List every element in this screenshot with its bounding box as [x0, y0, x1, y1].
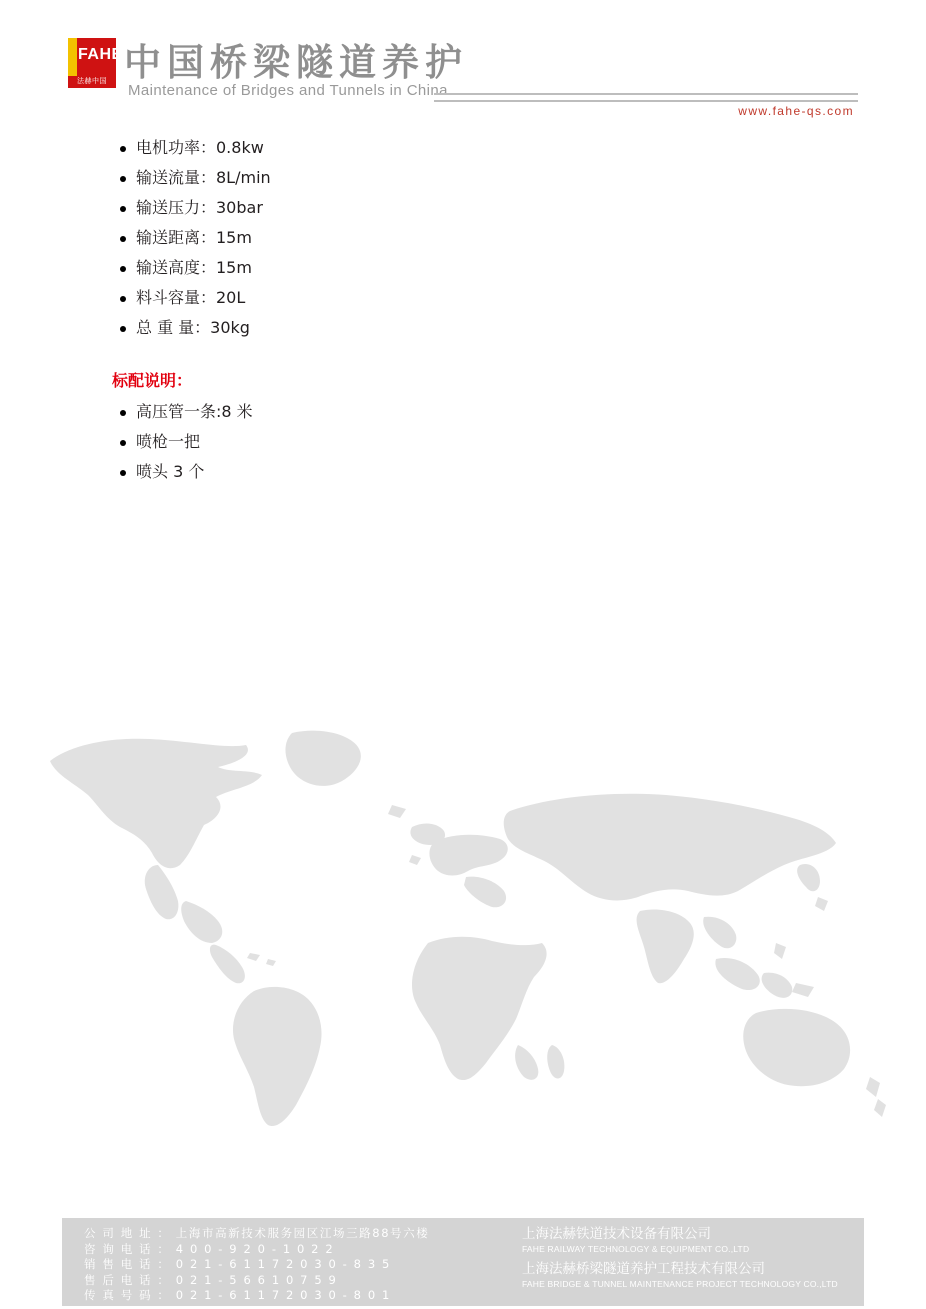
footer-service-phone: 售 后 电 话 ： 0 2 1 - 5 6 6 1 0 7 5 9 [84, 1272, 338, 1287]
footer-company-1-en: FAHE RAILWAY TECHNOLOGY & EQUIPMENT CO.,LTD [522, 1244, 750, 1254]
logo-yellow-bar [68, 38, 77, 76]
footer-sales-phone: 销 售 电 话 ： 0 2 1 - 6 1 1 7 2 0 3 0 - 8 3 5 [84, 1257, 391, 1271]
list-item: 输送流量：8L/min [84, 163, 784, 193]
header-divider-rule [434, 93, 858, 102]
page-header [0, 0, 926, 125]
list-item: 总 重 量：30kg [84, 313, 784, 343]
standard-config-list [84, 397, 784, 487]
website-url: www.fahe-qs.com [738, 104, 854, 118]
list-item: 输送高度：15m [84, 253, 784, 283]
list-item: 喷枪一把 [84, 427, 784, 457]
page-footer [62, 1218, 864, 1306]
footer-contact-block [84, 1226, 504, 1304]
brand-title-chinese: 中国桥梁隧道养护 [124, 41, 468, 84]
list-item: 电机功率：0.8kw [84, 133, 784, 163]
footer-company-block [522, 1226, 862, 1290]
world-map-shapes [50, 731, 886, 1126]
footer-company-1-cn: 上海法赫铁道技术设备有限公司 [522, 1226, 711, 1242]
list-item: 料斗容量：20L [84, 283, 784, 313]
footer-hotline: 咨 询 电 话 ： 4 0 0 - 9 2 0 - 1 0 2 2 [84, 1241, 335, 1256]
brand-title-english: Maintenance of Bridges and Tunnels in China [128, 82, 448, 99]
logo-wordmark: FAHE [78, 46, 123, 63]
footer-company-2-en: FAHE BRIDGE & TUNNEL MAINTENANCE PROJECT TECHNOLOGY CO.,LTD [522, 1279, 838, 1289]
logo-subtitle: 法赫中国 [68, 76, 116, 88]
footer-company-2-cn: 上海法赫桥梁隧道养护工程技术有限公司 [522, 1261, 765, 1277]
specification-list [84, 133, 784, 343]
list-item: 喷头 3 个 [84, 457, 784, 487]
list-item: 输送距离：15m [84, 223, 784, 253]
list-item: 高压管一条:8 米 [84, 397, 784, 427]
footer-fax: 传 真 号 码 ： 0 2 1 - 6 1 1 7 2 0 3 0 - 8 0 1 [84, 1288, 391, 1302]
section-title-standard-config: 标配说明： [112, 371, 193, 390]
fahe-logo-icon [68, 38, 123, 88]
footer-address: 公 司 地 址 ： 上海市高新技术服务园区江场三路88号六楼 [84, 1226, 430, 1240]
world-map-watermark [40, 715, 886, 1135]
list-item: 输送压力：30bar [84, 193, 784, 223]
